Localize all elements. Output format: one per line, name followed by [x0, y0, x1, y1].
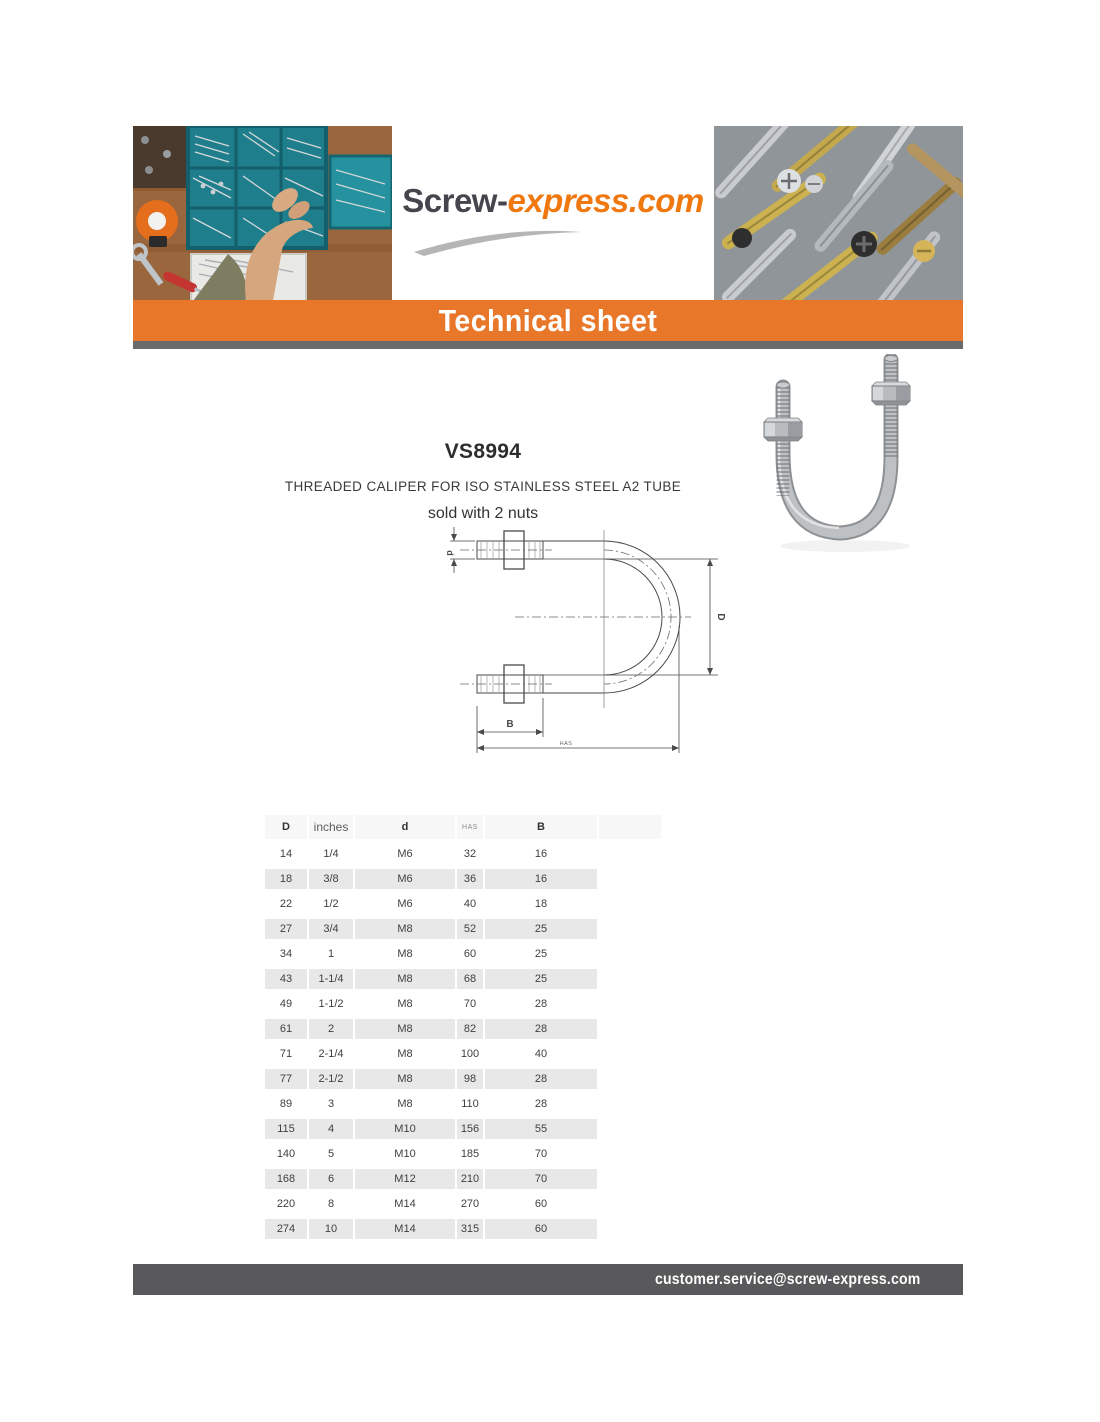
table-cell: 2-1/2	[309, 1069, 353, 1089]
screws-photo	[714, 126, 963, 301]
column-header: D	[265, 815, 307, 839]
dim-label-overall: HAS	[559, 741, 573, 747]
table-cell: 28	[485, 1069, 597, 1089]
table-cell: 3/8	[309, 869, 353, 889]
table-cell: M6	[397, 848, 413, 860]
table-cell: 4	[309, 1119, 353, 1139]
table-cell: 10	[309, 1219, 353, 1239]
table-cell: 25	[534, 948, 548, 960]
size-table-body	[265, 844, 661, 1239]
table-cell: 16	[534, 848, 548, 860]
table-cell: 274	[265, 1219, 307, 1239]
table-cell: 18	[265, 869, 307, 889]
table-cell	[599, 844, 661, 864]
table-row	[265, 1194, 661, 1214]
table-cell	[599, 1144, 661, 1164]
table-cell	[599, 1044, 661, 1064]
right-nut	[872, 382, 910, 405]
table-cell: M8	[397, 948, 413, 960]
footer-email: customer.service@screw-express.com	[655, 1271, 921, 1288]
table-cell: 210	[457, 1169, 483, 1189]
table-cell: 89	[279, 1098, 293, 1110]
table-cell: 8	[327, 1198, 335, 1210]
footer-bar	[133, 1264, 963, 1295]
table-row	[265, 1144, 661, 1164]
screws-photo-art	[714, 126, 963, 301]
size-table	[263, 810, 663, 1244]
table-row	[265, 1044, 661, 1064]
table-cell: 28	[485, 1019, 597, 1039]
dim-label-rod-diameter: d	[445, 550, 455, 556]
table-cell: 140	[276, 1148, 296, 1160]
table-cell: 156	[457, 1119, 483, 1139]
table-cell: 3/4	[309, 919, 353, 939]
table-cell: 25	[485, 919, 597, 939]
banner-title: Technical sheet	[438, 303, 658, 338]
table-cell: M8	[397, 1048, 413, 1060]
table-cell: 100	[460, 1048, 480, 1060]
brand-logo-secondary: express.com	[507, 182, 704, 219]
table-cell: 16	[485, 869, 597, 889]
column-header	[599, 815, 661, 839]
table-cell	[599, 1194, 661, 1214]
table-cell: 82	[457, 1019, 483, 1039]
table-cell	[599, 1069, 661, 1089]
page-content	[133, 126, 963, 1311]
table-row	[265, 1069, 661, 1089]
column-header: HAS	[457, 815, 483, 839]
table-cell	[599, 969, 661, 989]
technical-drawing	[440, 526, 740, 766]
u-bolt-photo-art	[755, 354, 965, 559]
table-row	[265, 1094, 661, 1114]
table-cell: 60	[485, 1219, 597, 1239]
table-cell: M8	[397, 998, 413, 1010]
table-row	[265, 1019, 661, 1039]
table-cell: M8	[355, 919, 455, 939]
column-header: d	[355, 815, 455, 839]
product-code: VS8994	[444, 440, 522, 463]
table-cell: 32	[463, 848, 477, 860]
table-cell: M10	[355, 1119, 455, 1139]
table-cell	[599, 994, 661, 1014]
table-cell: 60	[463, 948, 477, 960]
table-cell: M12	[355, 1169, 455, 1189]
table-cell: 3	[327, 1098, 335, 1110]
table-cell	[599, 919, 661, 939]
table-cell: 70	[463, 998, 477, 1010]
table-cell: 270	[460, 1198, 480, 1210]
table-cell: M14	[355, 1219, 455, 1239]
table-row	[265, 944, 661, 964]
table-row	[265, 919, 661, 939]
table-cell: 1/4	[323, 848, 339, 860]
table-cell: 1/2	[323, 898, 339, 910]
table-cell: 5	[327, 1148, 335, 1160]
table-cell: 1-1/2	[318, 998, 344, 1010]
brand-logo	[392, 182, 714, 220]
table-cell: 18	[534, 898, 548, 910]
table-cell	[599, 944, 661, 964]
column-header: inches	[309, 815, 353, 839]
table-cell	[599, 1169, 661, 1189]
table-cell: M8	[355, 969, 455, 989]
table-row	[265, 969, 661, 989]
table-cell	[599, 1094, 661, 1114]
table-cell: 115	[265, 1119, 307, 1139]
table-cell: 315	[457, 1219, 483, 1239]
table-cell: M8	[397, 1098, 413, 1110]
table-cell: 28	[534, 1098, 548, 1110]
table-row	[265, 1169, 661, 1189]
table-cell: M8	[355, 1069, 455, 1089]
table-cell: M8	[355, 1019, 455, 1039]
table-row	[265, 1119, 661, 1139]
table-cell: 36	[457, 869, 483, 889]
table-cell: 61	[265, 1019, 307, 1039]
dim-label-tube-diameter: D	[715, 613, 726, 621]
table-cell: M10	[394, 1148, 416, 1160]
table-cell: 220	[276, 1198, 296, 1210]
table-cell	[599, 1219, 661, 1239]
size-table-head-row	[265, 815, 661, 839]
brand-logo-primary: Screw-	[402, 182, 508, 219]
table-row	[265, 1219, 661, 1239]
table-cell	[599, 869, 661, 889]
table-row	[265, 994, 661, 1014]
table-cell: 25	[485, 969, 597, 989]
table-cell: 40	[463, 898, 477, 910]
table-cell: 185	[460, 1148, 480, 1160]
table-cell: 98	[457, 1069, 483, 1089]
table-cell: 55	[485, 1119, 597, 1139]
technical-sheet-banner	[133, 300, 963, 341]
dim-label-leg-length: B	[506, 719, 514, 730]
technical-drawing-art	[440, 526, 740, 761]
table-cell	[599, 894, 661, 914]
table-cell	[599, 1019, 661, 1039]
workbench-photo-art	[133, 126, 392, 301]
table-cell: 49	[279, 998, 293, 1010]
table-row	[265, 844, 661, 864]
size-table-head	[265, 815, 661, 839]
table-cell: 22	[279, 898, 293, 910]
table-row	[265, 894, 661, 914]
table-cell: 28	[534, 998, 548, 1010]
logo-zone	[392, 126, 714, 301]
table-cell: 2-1/4	[318, 1048, 344, 1060]
table-cell: 6	[309, 1169, 353, 1189]
banner-divider	[133, 341, 963, 349]
table-cell: 2	[309, 1019, 353, 1039]
table-cell: 1	[327, 948, 335, 960]
table-cell: 168	[265, 1169, 307, 1189]
left-nut	[764, 418, 802, 441]
product-description: THREADED CALIPER FOR ISO STAINLESS STEEL A2 TUBE	[284, 479, 682, 494]
product-photo	[755, 354, 965, 564]
table-cell: 27	[265, 919, 307, 939]
table-row	[265, 869, 661, 889]
table-cell: 60	[534, 1198, 548, 1210]
table-cell: 71	[279, 1048, 293, 1060]
table-cell: 70	[485, 1169, 597, 1189]
table-cell: 52	[457, 919, 483, 939]
table-cell: 14	[279, 848, 293, 860]
table-cell: 1-1/4	[309, 969, 353, 989]
table-cell	[599, 1119, 661, 1139]
table-cell: 40	[534, 1048, 548, 1060]
table-cell: 77	[265, 1069, 307, 1089]
table-cell: 70	[534, 1148, 548, 1160]
table-cell: M14	[394, 1198, 416, 1210]
table-cell: 34	[279, 948, 293, 960]
table-cell: M6	[355, 869, 455, 889]
logo-swoosh	[410, 224, 585, 256]
product-note: sold with 2 nuts	[427, 505, 539, 522]
workbench-photo	[133, 126, 392, 301]
column-header: B	[485, 815, 597, 839]
table-cell: M6	[397, 898, 413, 910]
table-cell: 68	[457, 969, 483, 989]
table-cell: 43	[265, 969, 307, 989]
table-cell: 110	[461, 1098, 479, 1110]
size-table-wrap	[263, 810, 663, 1244]
